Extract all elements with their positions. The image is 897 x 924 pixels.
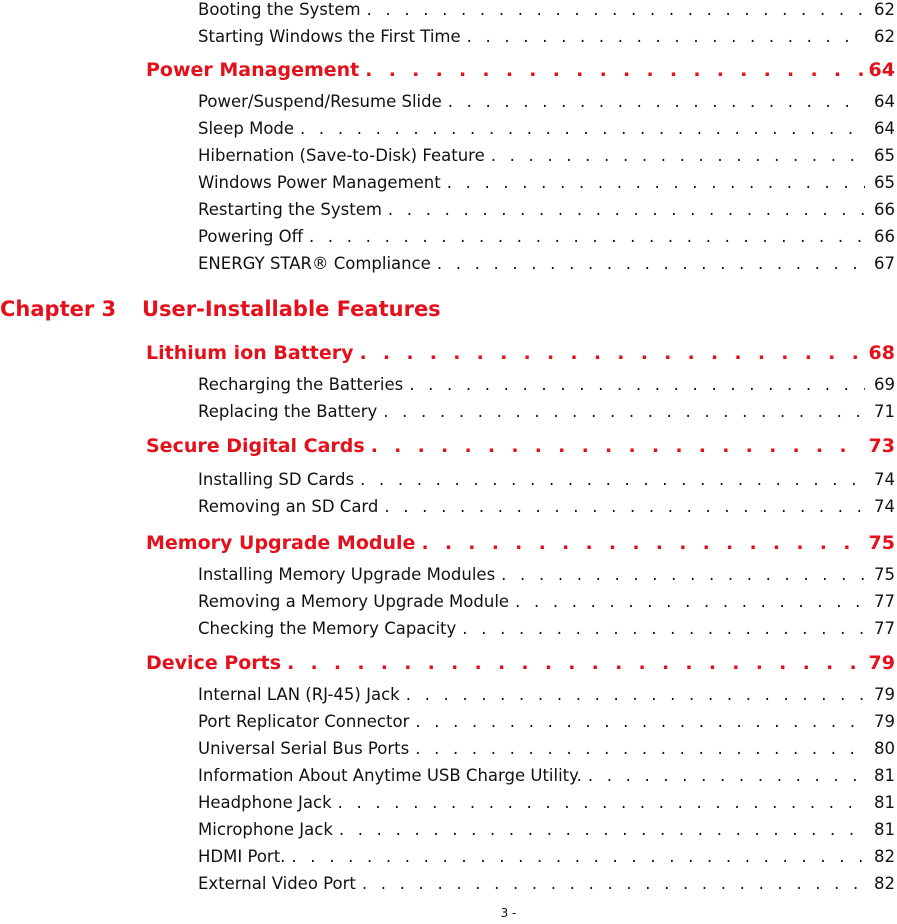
toc-entry-label: ENERGY STAR® Compliance bbox=[198, 254, 437, 273]
leader-dots bbox=[447, 173, 865, 192]
toc-page-number: 66 bbox=[874, 200, 895, 219]
leader-dots bbox=[371, 435, 863, 457]
toc-page-number: 62 bbox=[874, 0, 895, 19]
leader-dots bbox=[360, 342, 863, 364]
toc-row[interactable] bbox=[0, 685, 897, 711]
leader-dots bbox=[462, 619, 865, 638]
leader-dots bbox=[437, 254, 865, 273]
leader-dots bbox=[421, 532, 862, 554]
toc-page-number: 81 bbox=[874, 793, 895, 812]
toc-entry-label: Installing Memory Upgrade Modules bbox=[198, 565, 501, 584]
leader-dots bbox=[388, 200, 865, 219]
chapter-title: User-Installable Features bbox=[142, 297, 441, 321]
toc-page-number: 79 bbox=[874, 685, 895, 704]
toc-row[interactable] bbox=[0, 793, 897, 819]
toc-page-number: 66 bbox=[874, 227, 895, 246]
toc-entry-label: Hibernation (Save-to-Disk) Feature bbox=[198, 146, 491, 165]
toc-page-number: 64 bbox=[868, 59, 895, 81]
toc-entry-label: Information About Anytime USB Charge Utility. bbox=[198, 766, 588, 785]
leader-dots bbox=[491, 146, 865, 165]
toc-row[interactable] bbox=[0, 173, 897, 199]
leader-dots bbox=[384, 497, 865, 516]
toc-row[interactable] bbox=[0, 565, 897, 591]
toc-entry-label: Replacing the Battery bbox=[198, 402, 383, 421]
toc-row[interactable] bbox=[0, 739, 897, 765]
toc-section-label: Secure Digital Cards bbox=[146, 435, 371, 457]
toc-section-label: Memory Upgrade Module bbox=[146, 532, 421, 554]
toc-section-row[interactable] bbox=[0, 435, 897, 465]
toc-page-number: 82 bbox=[874, 847, 895, 866]
footer-page-label: 3 - bbox=[500, 906, 517, 920]
toc-row[interactable] bbox=[0, 227, 897, 253]
toc-entry-label: Installing SD Cards bbox=[198, 470, 360, 489]
toc-row[interactable] bbox=[0, 847, 897, 873]
chapter-heading[interactable] bbox=[0, 297, 441, 321]
toc-entry-label: Microphone Jack bbox=[198, 820, 339, 839]
toc-entry-label: Sleep Mode bbox=[198, 119, 300, 138]
leader-dots bbox=[406, 685, 865, 704]
toc-entry-label: HDMI Port. bbox=[198, 847, 291, 866]
toc-entry-label: Universal Serial Bus Ports bbox=[198, 739, 415, 758]
leader-dots bbox=[501, 565, 865, 584]
toc-page-number: 77 bbox=[874, 619, 895, 638]
toc-page-number: 73 bbox=[868, 435, 895, 457]
toc-row[interactable] bbox=[0, 146, 897, 172]
toc-entry-label: External Video Port bbox=[198, 874, 362, 893]
leader-dots bbox=[365, 59, 862, 81]
leader-dots bbox=[362, 874, 865, 893]
toc-page-number: 81 bbox=[874, 766, 895, 785]
toc-page-number: 79 bbox=[868, 652, 895, 674]
leader-dots bbox=[367, 0, 865, 19]
toc-row[interactable] bbox=[0, 820, 897, 846]
leader-dots bbox=[339, 820, 865, 839]
toc-section-row[interactable] bbox=[0, 532, 897, 562]
toc-row[interactable] bbox=[0, 27, 897, 53]
leader-dots bbox=[588, 766, 865, 785]
toc-page-number: 74 bbox=[874, 470, 895, 489]
toc-page-number: 79 bbox=[874, 712, 895, 731]
toc-row[interactable] bbox=[0, 0, 897, 26]
toc-section-label: Device Ports bbox=[146, 652, 287, 674]
toc-entry-label: Port Replicator Connector bbox=[198, 712, 415, 731]
toc-page-number: 62 bbox=[874, 27, 895, 46]
leader-dots bbox=[409, 375, 865, 394]
toc-entry-label: Internal LAN (RJ-45) Jack bbox=[198, 685, 406, 704]
leader-dots bbox=[448, 92, 865, 111]
toc-section-label: Lithium ion Battery bbox=[146, 342, 360, 364]
toc-entry-label: Booting the System bbox=[198, 0, 367, 19]
toc-row[interactable] bbox=[0, 470, 897, 496]
leader-dots bbox=[467, 27, 865, 46]
toc-page-number: 77 bbox=[874, 592, 895, 611]
leader-dots bbox=[415, 739, 865, 758]
toc-entry-label: Power/Suspend/Resume Slide bbox=[198, 92, 448, 111]
toc-entry-label: Removing an SD Card bbox=[198, 497, 384, 516]
leader-dots bbox=[515, 592, 865, 611]
leader-dots bbox=[360, 470, 865, 489]
toc-page-number: 75 bbox=[868, 532, 895, 554]
toc-section-row[interactable] bbox=[0, 59, 897, 89]
toc-page-number: 82 bbox=[874, 874, 895, 893]
leader-dots bbox=[291, 847, 865, 866]
toc-row[interactable] bbox=[0, 592, 897, 618]
toc-page-number: 71 bbox=[874, 402, 895, 421]
toc-page-number: 64 bbox=[874, 119, 895, 138]
chapter-number: Chapter 3 bbox=[0, 297, 117, 321]
toc-page-number: 64 bbox=[874, 92, 895, 111]
toc-entry-label: Headphone Jack bbox=[198, 793, 338, 812]
toc-row[interactable] bbox=[0, 712, 897, 738]
toc-entry-label: Windows Power Management bbox=[198, 173, 447, 192]
toc-row[interactable] bbox=[0, 92, 897, 118]
toc-entry-label: Checking the Memory Capacity bbox=[198, 619, 462, 638]
toc-page-number: 80 bbox=[874, 739, 895, 758]
toc-entry-label: Removing a Memory Upgrade Module bbox=[198, 592, 515, 611]
page-footer bbox=[0, 906, 897, 920]
toc-page-number: 68 bbox=[868, 342, 895, 364]
toc-section-label: Power Management bbox=[146, 59, 365, 81]
leader-dots bbox=[300, 119, 865, 138]
toc-entry-label: Restarting the System bbox=[198, 200, 388, 219]
toc-row[interactable] bbox=[0, 200, 897, 226]
toc-section-row[interactable] bbox=[0, 342, 897, 372]
toc-row[interactable] bbox=[0, 497, 897, 523]
toc-entry-label: Powering Off bbox=[198, 227, 309, 246]
toc-page-number: 81 bbox=[874, 820, 895, 839]
toc-row[interactable] bbox=[0, 874, 897, 900]
leader-dots bbox=[287, 652, 862, 674]
toc-section-row[interactable] bbox=[0, 652, 897, 682]
toc-page-number: 69 bbox=[874, 375, 895, 394]
toc-page-number: 75 bbox=[874, 565, 895, 584]
leader-dots bbox=[415, 712, 865, 731]
leader-dots bbox=[338, 793, 865, 812]
toc-row[interactable] bbox=[0, 375, 897, 401]
toc-row[interactable] bbox=[0, 119, 897, 145]
toc-page-number: 65 bbox=[874, 173, 895, 192]
toc-page-number: 74 bbox=[874, 497, 895, 516]
toc-row[interactable] bbox=[0, 619, 897, 645]
toc-row[interactable] bbox=[0, 766, 897, 792]
toc-page-number: 67 bbox=[874, 254, 895, 273]
toc-entry-label: Starting Windows the First Time bbox=[198, 27, 467, 46]
toc-row[interactable] bbox=[0, 254, 897, 280]
toc-row[interactable] bbox=[0, 402, 897, 428]
leader-dots bbox=[309, 227, 865, 246]
toc-page-number: 65 bbox=[874, 146, 895, 165]
toc-entry-label: Recharging the Batteries bbox=[198, 375, 409, 394]
leader-dots bbox=[383, 402, 865, 421]
